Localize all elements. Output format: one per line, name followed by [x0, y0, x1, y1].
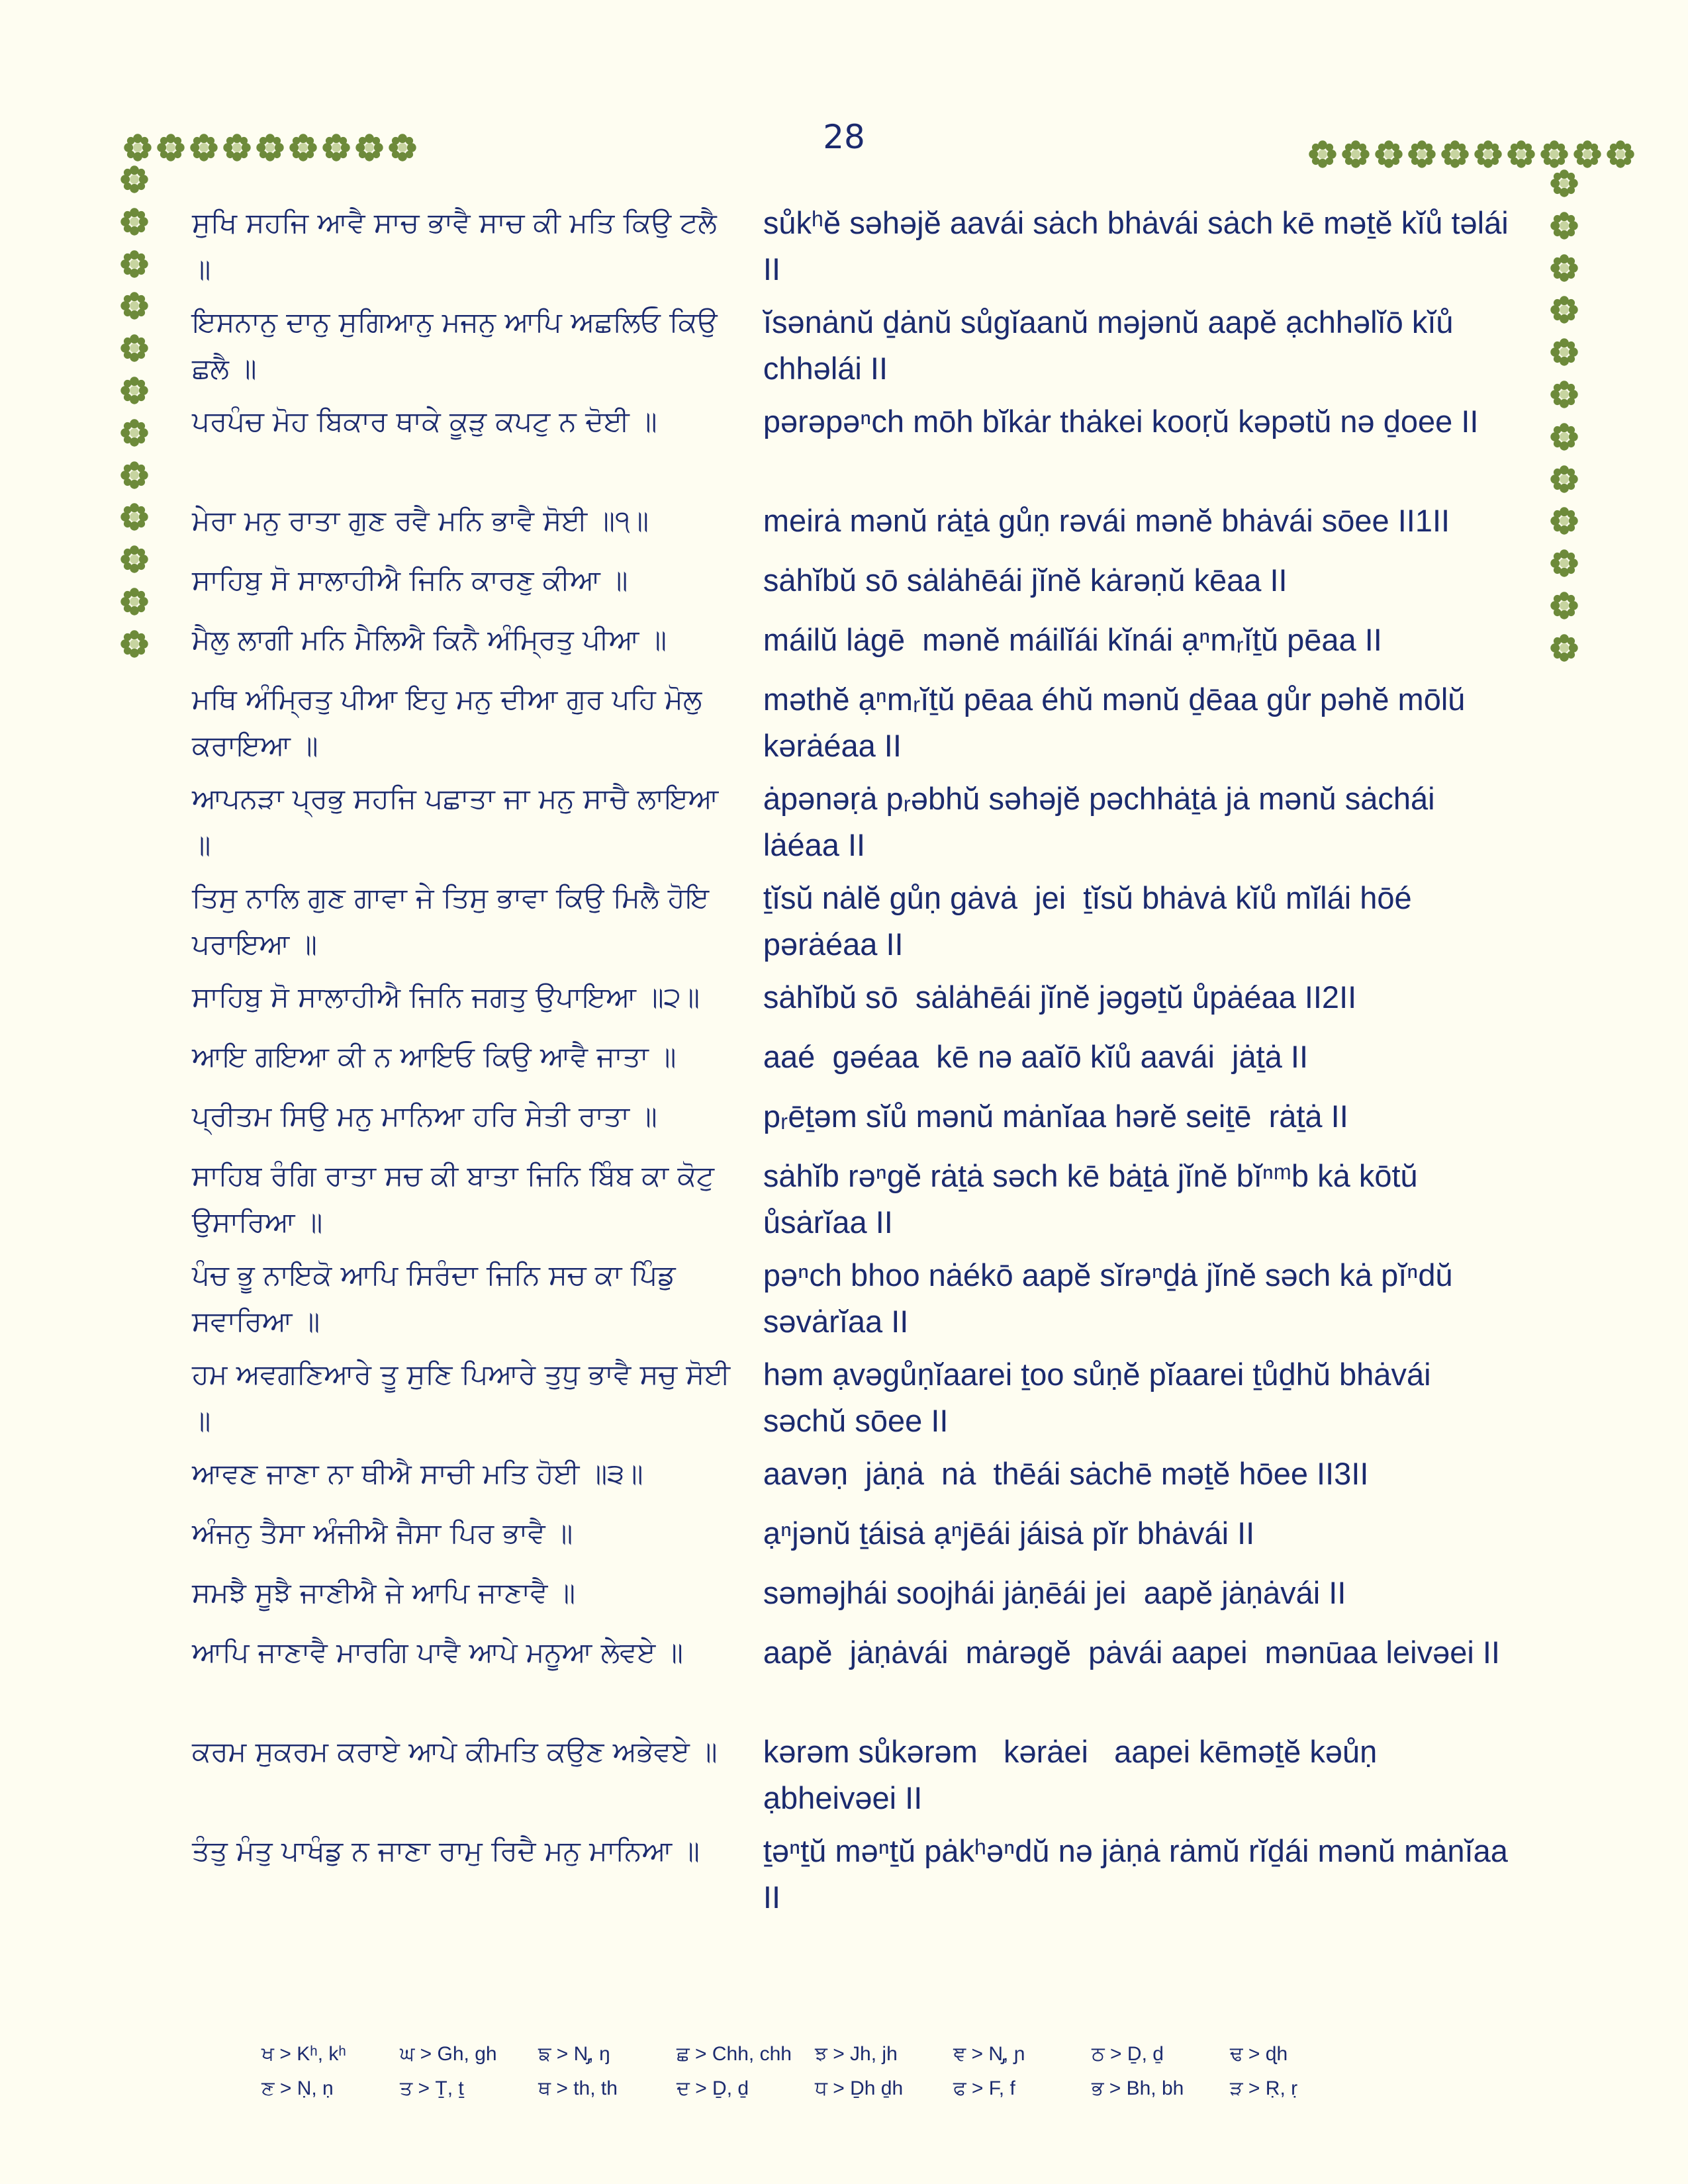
verse-row	[192, 1828, 1516, 1927]
flower-icon	[222, 132, 252, 163]
flower-icon	[1549, 590, 1579, 621]
gurmukhi-text: ਆਵਣ ਜਾਣਾ ਨਾ ਥੀਐ ਸਾਚੀ ਮਤਿ ਹੋਈ ॥੩॥	[192, 1457, 643, 1490]
verse-row	[192, 1570, 1516, 1629]
gurmukhi-text: ਸਾਹਿਬ ਰੰਗਿ ਰਾਤਾ ਸਚ ਕੀ ਬਾਤਾ ਜਿਨਿ ਬਿੰਬ ਕਾ ਕੋਟੁ ਉਸਾਰਿਆ ॥	[192, 1160, 714, 1238]
transliteration-text: ȧpənəṛȧ pᵣəbhŭ səhəjĕ pəchhȧṯȧ jȧ mənŭ sȧchái lȧéaa II	[763, 781, 1444, 862]
flower-icon	[156, 132, 186, 163]
flower-icon	[119, 418, 150, 448]
verse-row	[192, 557, 1516, 617]
legend-item: ਠ > Ḏ, ḏ	[1092, 2043, 1164, 2065]
flower-icon	[1549, 506, 1579, 536]
transliteration-text: pəⁿch bhoo nȧékō aapĕ sĭrəⁿḏȧ jĭnĕ səch kȧ pĭⁿdŭ səvȧrĭaa II	[763, 1257, 1462, 1339]
flower-icon	[1539, 139, 1570, 169]
flower-icon	[189, 132, 219, 163]
flower-icon	[119, 460, 150, 490]
flower-icon	[1549, 633, 1579, 663]
verse-row	[192, 1034, 1516, 1093]
verse-row	[192, 974, 1516, 1034]
flower-icon	[1549, 422, 1579, 452]
gurmukhi-text: ਪ੍ਰੀਤਮ ਸਿਉ ਮਨੁ ਮਾਨਿਆ ਹਰਿ ਸੇਤੀ ਰਾਤਾ ॥	[192, 1100, 657, 1132]
verse-row	[192, 1729, 1516, 1828]
verse-row	[192, 617, 1516, 676]
legend-item: ਤ > Ṯ, ṯ	[400, 2077, 464, 2099]
flower-icon	[119, 586, 150, 617]
legend-item: ਞ > N̡, ɲ	[953, 2043, 1025, 2065]
transliteration-text: máilŭ lȧgē mənĕ máilĭái kĭnái ạⁿmᵣĭṯŭ pēaa II	[763, 622, 1382, 657]
flower-icon	[1605, 139, 1636, 169]
transliteration-text: kərəm sůkərəm kərȧei aapei kēməṯĕ kəůṇ ạbheivəei II	[763, 1734, 1386, 1815]
verse-row	[192, 299, 1516, 398]
legend-item: ਢ > ɖh	[1230, 2043, 1288, 2065]
transliteration-text: pᵣēṯəm sĭů mənŭ mȧnĭaa hərĕ seiṯē rȧṯȧ II	[763, 1099, 1348, 1134]
legend-row	[261, 2071, 1368, 2106]
flower-icon	[1549, 337, 1579, 367]
flower-icon	[1549, 464, 1579, 494]
transliteration-text: ạⁿjənŭ ṯáisȧ ạⁿjēái jáisȧ pĭr bhȧvái II	[763, 1516, 1255, 1551]
gurmukhi-text: ਮਥਿ ਅੰਮ੍ਰਿਤੁ ਪੀਆ ਇਹੁ ਮਨੁ ਦੀਆ ਗੁਰ ਪਹਿ ਮੋਲੁ ਕਰਾਇਆ ॥	[192, 683, 702, 762]
gurmukhi-text: ਮੇਰਾ ਮਨੁ ਰਾਤਾ ਗੁਣ ਰਵੈ ਮਨਿ ਭਾਵੈ ਸੋਈ ॥੧॥	[192, 504, 649, 537]
verse-row	[192, 1153, 1516, 1252]
transliteration-text: səməjhái soojhái jȧṇēái jei aapĕ jȧṇȧvái II	[763, 1575, 1346, 1610]
gurmukhi-text: ਤਿਸੁ ਨਾਲਿ ਗੁਣ ਗਾਵਾ ਜੇ ਤਿਸੁ ਭਾਵਾ ਕਿਉ ਮਿਲੈ ਹੋਇ ਪਰਾਇਆ ॥	[192, 882, 710, 960]
transliteration-text: məthĕ ạⁿmᵣĭṯŭ pēaa éhŭ mənŭ ḏēaa gůr pəhĕ mōlŭ kərȧéaa II	[763, 682, 1474, 763]
legend-item: ਫ > F, f	[953, 2077, 1015, 2099]
verse-row	[192, 875, 1516, 974]
flower-icon	[1549, 295, 1579, 325]
transliteration-text: aavəṇ jȧṇȧ nȧ thēái sȧchē məṯĕ hōee II3II	[763, 1456, 1369, 1491]
verse-row	[192, 498, 1516, 557]
verse-row	[192, 398, 1516, 498]
flower-icon	[1549, 210, 1579, 241]
gurmukhi-text: ਕਰਮ ਸੁਕਰਮ ਕਰਾਏ ਆਪੇ ਕੀਮਤਿ ਕਉਣ ਅਭੇਵਏ ॥	[192, 1735, 718, 1768]
transliteration-text: aaé gəéaa kē nə aaĭō kĭů aavái jȧṯȧ II	[763, 1039, 1309, 1074]
verse-row	[192, 1093, 1516, 1153]
flower-icon	[119, 375, 150, 406]
flower-icon	[1549, 168, 1579, 199]
gurmukhi-text: ਇਸਨਾਨੁ ਦਾਨੁ ਸੁਗਿਆਨੁ ਮਜਨੁ ਆਪਿ ਅਛਲਿਓ ਕਿਉ ਛਲੈ ॥	[192, 306, 718, 385]
verse-row	[192, 1510, 1516, 1570]
gurmukhi-text: ਸਾਹਿਬੁ ਸੋ ਸਾਲਾਹੀਐ ਜਿਨਿ ਕਾਰਣੁ ਕੀਆ ॥	[192, 564, 628, 596]
flower-icon	[354, 132, 385, 163]
verse-row	[192, 1451, 1516, 1510]
flower-icon	[119, 629, 150, 659]
transliteration-text: ṯĭsŭ nȧlĕ gůṇ gȧvȧ jei ṯĭsŭ bhȧvȧ kĭů mĭlái hōé pərȧéaa II	[763, 880, 1421, 962]
transliteration-text: meirȧ mənŭ rȧṯȧ gůṇ rəvái mənĕ bhȧvái sōee II1II	[763, 503, 1450, 538]
gurmukhi-text: ਆਇ ਗਇਆ ਕੀ ਨ ਆਇਓ ਕਿਉ ਆਵੈ ਜਾਤਾ ॥	[192, 1040, 677, 1073]
gurmukhi-text: ਤੰਤੁ ਮੰਤੁ ਪਾਖੰਡੁ ਨ ਜਾਣਾ ਰਾਮੁ ਰਿਦੈ ਮਨੁ ਮਾਨਿਆ ॥	[192, 1835, 700, 1867]
flower-icon	[1307, 139, 1338, 169]
flower-icon	[119, 502, 150, 532]
transliteration-text: sůkʰĕ səhəjĕ aavái sȧch bhȧvái sȧch kē məṯĕ kĭů təlái II	[763, 205, 1517, 287]
flower-icon	[119, 544, 150, 574]
transliteration-text: aapĕ jȧṇȧvái mȧrəgĕ pȧvái aapei mənūaa leivəei II	[763, 1635, 1500, 1670]
flower-icon	[288, 132, 318, 163]
page-number: 28	[823, 118, 865, 156]
flower-icon	[1440, 139, 1470, 169]
border-top-right	[1307, 139, 1638, 169]
gurmukhi-text: ਅੰਜਨੁ ਤੈਸਾ ਅੰਜੀਐ ਜੈਸਾ ਪਿਰ ਭਾਵੈ ॥	[192, 1517, 573, 1549]
legend-item: ਦ > Ḏ, ḏ	[677, 2077, 749, 2099]
legend-item: ਧ > Ḏh ḏh	[815, 2077, 904, 2099]
legend-item: ਥ > th, th	[538, 2077, 618, 2099]
flower-icon	[1549, 548, 1579, 578]
legend-row	[261, 2037, 1368, 2071]
legend-item: ਙ > N̡, ŋ	[538, 2043, 610, 2065]
verse-row	[192, 1351, 1516, 1451]
flower-icon	[1572, 139, 1603, 169]
flower-icon	[1340, 139, 1371, 169]
flower-icon	[119, 291, 150, 321]
transliteration-text: sȧhĭbŭ sō sȧlȧhēái jĭnĕ kȧrəṇŭ kēaa II	[763, 563, 1288, 598]
verse-row	[192, 676, 1516, 776]
legend-item: ਝ > Jh, jh	[815, 2043, 898, 2065]
legend-item: ਣ > Ṇ, ṇ	[261, 2077, 334, 2099]
flower-icon	[387, 132, 418, 163]
verse-row	[192, 1629, 1516, 1729]
legend-item: ੜ > Ṛ, ṛ	[1230, 2077, 1298, 2099]
verse-list	[192, 200, 1516, 1927]
verse-row	[192, 1252, 1516, 1351]
border-top-left	[122, 132, 420, 163]
flower-icon	[122, 132, 153, 163]
verse-row	[192, 200, 1516, 299]
gurmukhi-text: ਹਮ ਅਵਗਣਿਆਰੇ ਤੂ ਸੁਣਿ ਪਿਆਰੇ ਤੁਧੁ ਭਾਵੈ ਸਚੁ ਸੋਈ ॥	[192, 1358, 731, 1437]
gurmukhi-text: ਸਾਹਿਬੁ ਸੋ ਸਾਲਾਹੀਐ ਜਿਨਿ ਜਗਤੁ ਉਪਾਇਆ ॥੨॥	[192, 981, 700, 1013]
transliteration-legend	[261, 2037, 1368, 2106]
gurmukhi-text: ਸਮਝੈ ਸੂਝੈ ਜਾਣੀਐ ਜੇ ਆਪਿ ਜਾਣਾਵੈ ॥	[192, 1576, 576, 1609]
gurmukhi-text: ਮੈਲੁ ਲਾਗੀ ਮਨਿ ਮੈਲਿਐ ਕਿਨੈ ਅੰਮ੍ਰਿਤੁ ਪੀਆ ॥	[192, 623, 667, 656]
gurmukhi-text: ਆਪਿ ਜਾਣਾਵੈ ਮਾਰਗਿ ਪਾਵੈ ਆਪੇ ਮਨੂਆ ਲੇਵਏ ॥	[192, 1636, 683, 1668]
flower-icon	[321, 132, 352, 163]
flower-icon	[1506, 139, 1536, 169]
border-left	[119, 164, 150, 671]
border-right	[1549, 168, 1579, 675]
gurmukhi-text: ਆਪਨੜਾ ਪ੍ਰਭੁ ਸਹਜਿ ਪਛਾਤਾ ਜਾ ਮਨੁ ਸਾਚੈ ਲਾਇਆ ॥	[192, 782, 719, 861]
flower-icon	[1407, 139, 1437, 169]
flower-icon	[1374, 139, 1404, 169]
transliteration-text: sȧhĭbŭ sō sȧlȧhēái jĭnĕ jəgəṯŭ ůpȧéaa II2II	[763, 979, 1357, 1015]
flower-icon	[1549, 379, 1579, 410]
flower-icon	[119, 249, 150, 279]
gurmukhi-text: ਪੰਚ ਭੂ ਨਾਇਕੋ ਆਪਿ ਸਿਰੰਦਾ ਜਿਨਿ ਸਚ ਕਾ ਪਿੰਡੁ ਸਵਾਰਿਆ ॥	[192, 1259, 676, 1338]
legend-item: ਭ > Bh, bh	[1092, 2077, 1184, 2099]
flower-icon	[1473, 139, 1503, 169]
transliteration-text: həm ạvəgůṇĭaarei ṯoo sůṇĕ pĭaarei ṯůḏhŭ bhȧvái səchŭ sōee II	[763, 1357, 1440, 1438]
flower-icon	[255, 132, 285, 163]
transliteration-text: pərəpəⁿch mōh bĭkȧr thȧkei kooṛŭ kəpətŭ nə ḏoee II	[763, 404, 1479, 439]
transliteration-text: ĭsənȧnŭ ḏȧnŭ sůgĭaanŭ məjənŭ aapĕ ạchhəlĭō kĭů chhəlái II	[763, 304, 1462, 386]
transliteration-text: sȧhĭb rəⁿgĕ rȧṯȧ səch kē bȧṯȧ jĭnĕ bĭⁿᵐb kȧ kōtŭ ůsȧrĭaa II	[763, 1158, 1427, 1240]
gurmukhi-text: ਸੁਖਿ ਸਹਜਿ ਆਵੈ ਸਾਚ ਭਾਵੈ ਸਾਚ ਕੀ ਮਤਿ ਕਿਉ ਟਲੈ ॥	[192, 206, 717, 285]
verse-row	[192, 776, 1516, 875]
gurmukhi-text: ਪਰਪੰਚ ਮੋਹ ਬਿਕਾਰ ਥਾਕੇ ਕੂੜੁ ਕਪਟੁ ਨ ਦੋਈ ॥	[192, 405, 657, 437]
legend-item: ਛ > Chh, chh	[677, 2043, 792, 2065]
flower-icon	[119, 164, 150, 195]
transliteration-text: ṯəⁿṯŭ məⁿṯŭ pȧkʰəⁿdŭ nə jȧṇȧ rȧmŭ rĭḏái mənŭ mȧnĭaa II	[763, 1833, 1517, 1915]
flower-icon	[119, 206, 150, 237]
legend-item: ਖ > Kʰ, kʰ	[261, 2043, 346, 2065]
flower-icon	[1549, 253, 1579, 283]
legend-item: ਘ > Gh, gh	[400, 2043, 497, 2065]
flower-icon	[119, 333, 150, 363]
